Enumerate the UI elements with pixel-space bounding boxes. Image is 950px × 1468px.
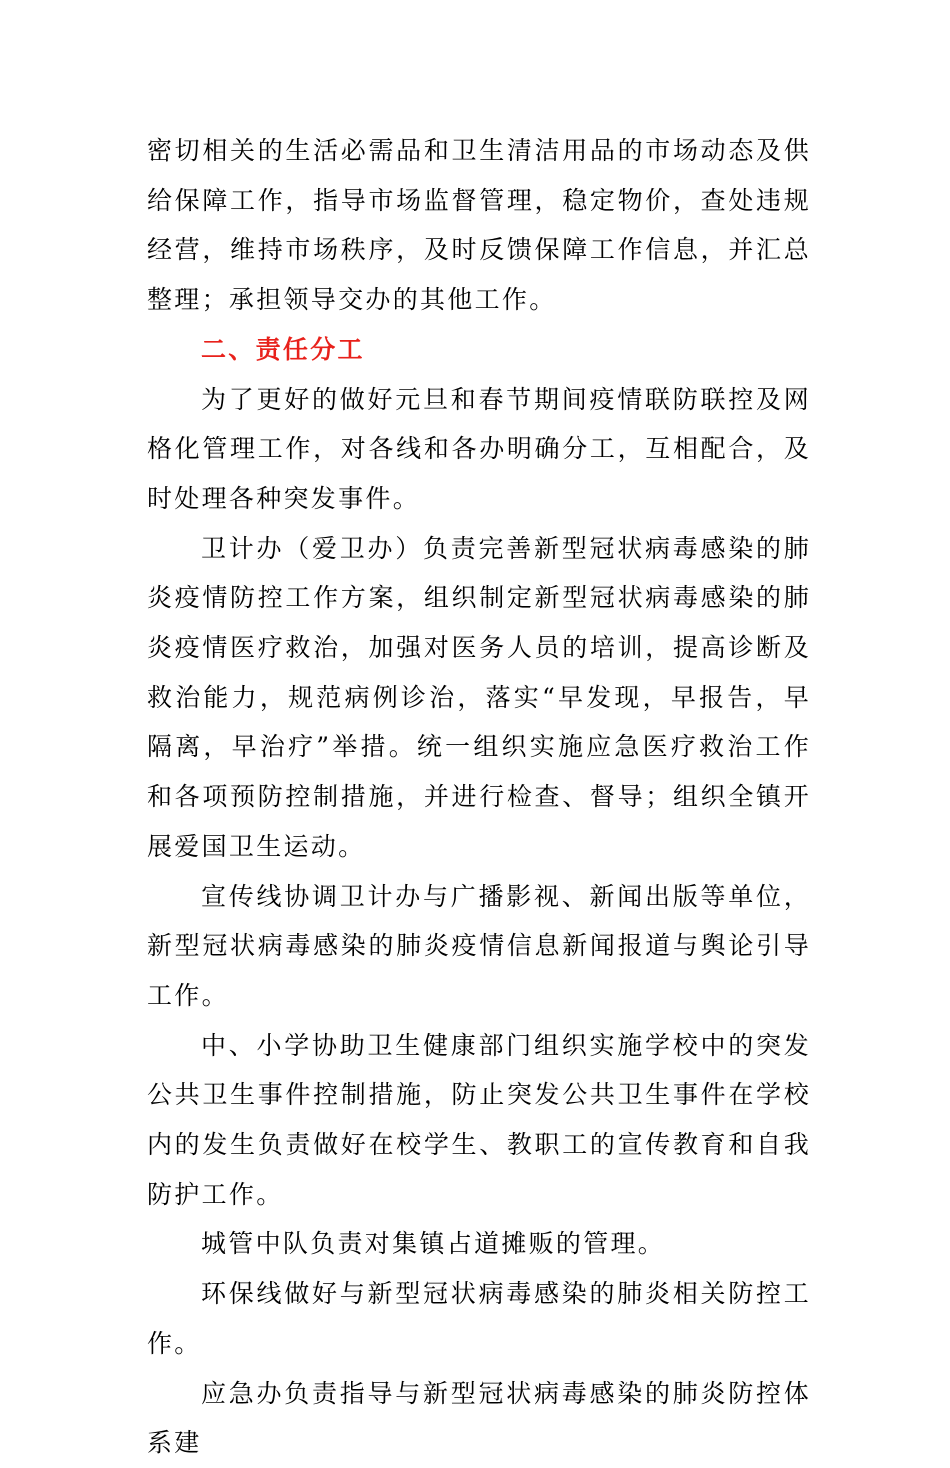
paragraph-publicity: 宣传线协调卫计办与广播影视、新闻出版等单位，新型冠状病毒感染的肺炎疫情信息新闻报道与舆论引导工作。 — [147, 881, 811, 1010]
document-body — [147, 126, 811, 1468]
paragraph-environment: 环保线做好与新型冠状病毒感染的肺炎相关防控工作。 — [147, 1279, 811, 1358]
section-heading: 二、责任分工 — [201, 334, 365, 364]
paragraph-continued: 密切相关的生活必需品和卫生清洁用品的市场动态及供给保障工作，指导市场监督管理，稳定物价，查处违规经营，维持市场秩序，及时反馈保障工作信息，并汇总整理；承担领导交办的其他工作。 — [147, 136, 811, 315]
paragraph-health-office: 卫计办（爱卫办）负责完善新型冠状病毒感染的肺炎疫情防控工作方案，组织制定新型冠状病毒感染的肺炎疫情医疗救治，加强对医务人员的培训，提高诊断及救治能力，规范病例诊治，落实“早发现，早报告，早隔离，早治疗”举措。统一组织实施应急医疗救治工作和各项预防控制措施，并进行检查、督导；组织全镇开展爱国卫生运动。 — [147, 533, 811, 861]
paragraph-emergency-office: 应急办负责指导与新型冠状病毒感染的肺炎防控体系建 — [147, 1378, 811, 1458]
paragraph-intro: 为了更好的做好元旦和春节期间疫情联防联控及网格化管理工作，对各线和各办明确分工，互相配合，及时处理各种突发事件。 — [147, 384, 811, 513]
paragraph-schools: 中、小学协助卫生健康部门组织实施学校中的突发公共卫生事件控制措施，防止突发公共卫生事件在学校内的发生负责做好在校学生、教职工的宣传教育和自我防护工作。 — [147, 1030, 811, 1209]
paragraph-urban-management: 城管中队负责对集镇占道摊贩的管理。 — [201, 1229, 666, 1259]
